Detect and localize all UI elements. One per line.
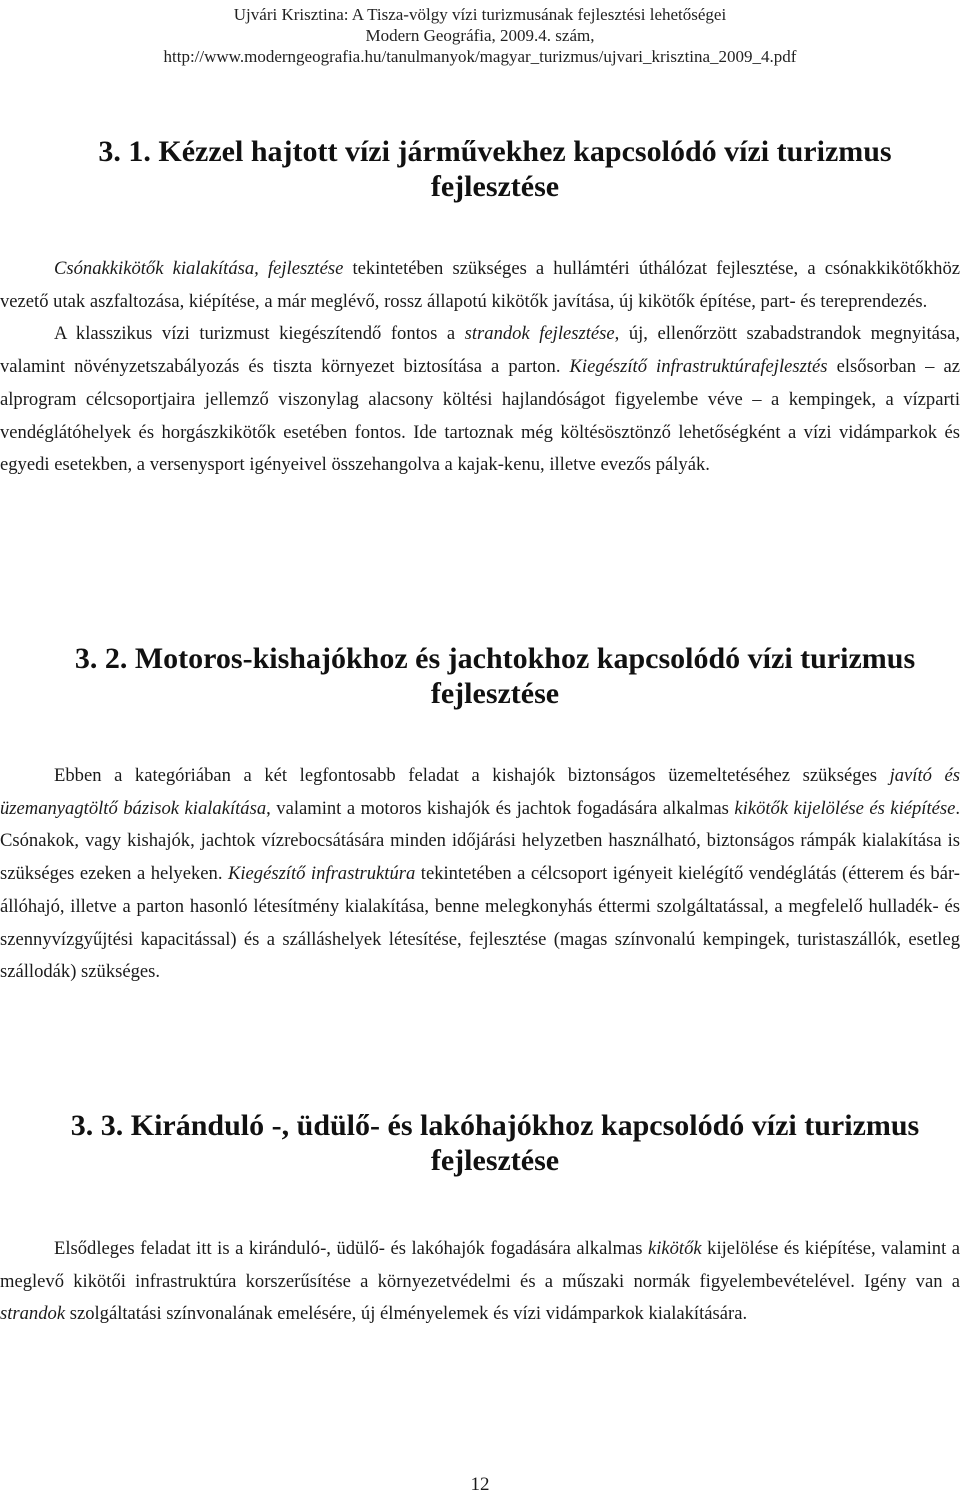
paragraph — [0, 1233, 960, 1331]
heading-text: fejlesztése — [430, 677, 560, 710]
section-body-3-3 — [0, 1233, 960, 1331]
text-run: Elsődleges feladat itt is a kiránduló-, üdülő- és lakóhajók fogadására alkalmas — [54, 1238, 648, 1259]
heading-text: fejlesztése — [430, 170, 560, 203]
text-run: , valamint a motoros kishajók és jachtok fogadására alkalmas — [266, 797, 735, 819]
header-url: http://www.moderngeografia.hu/tanulmanyok/magyar_turizmus/ujvari_krisztina_2009_4.pdf — [163, 47, 797, 66]
emphasized-text: kikötők kijelölése és kiépítése — [734, 797, 956, 819]
text-run: Ebben a kategóriában a két legfontosabb feladat a kishajók biztonságos üzemeltetéséhez szükséges — [54, 765, 890, 786]
text-run: . Csónakok, vagy kishajók, jachtok vízrebocsátására minden időjárási helyzetben használható, biztonságos rámpák kialakítása is szükséges ezeken a helyeken. — [0, 797, 960, 885]
text-run: , új, ellenőrzött szabadstrandok megnyitása, valamint növényzetszabályozás és tiszta környezet biztosítása a parton. — [0, 323, 960, 378]
emphasized-text: Kiegészítő infrastruktúra — [227, 863, 416, 885]
text-run: kijelölése és kiépítése, valamint a meglevő kikötői infrastruktúra korszerűsítése a környezetvédelmi és a műszaki normák figyelembevételével. Igény van a — [0, 1238, 960, 1292]
page-header — [0, 0, 960, 67]
header-journal: Modern Geográfia, 2009.4. szám, — [365, 26, 595, 45]
paragraph — [0, 253, 960, 318]
emphasized-text: javító és üzemanyagtöltő bázisok kialakítása — [0, 765, 960, 819]
text-run: tekintetében szükséges a hullámtéri úthálózat fejlesztése, a csónakkikötőkhöz vezető utak aszfaltozása, kiépítése, a már meglévő, rossz állapotú kikötők javítása, új kikötők építése, part- és tereprendezés. — [0, 258, 960, 312]
section-heading-3-1 — [40, 134, 950, 204]
page-number: 12 — [470, 1474, 490, 1495]
heading-text: fejlesztése — [430, 1144, 560, 1177]
section-body-3-1 — [0, 253, 960, 482]
text-run: A klasszikus vízi turizmust kiegészítendő fontos a — [54, 323, 465, 345]
section-body-3-2 — [0, 760, 960, 989]
heading-text: 3. 1. Kézzel hajtott vízi járművekhez kapcsolódó vízi turizmus — [98, 135, 892, 168]
text-run: tekintetében a célcsoport igényeit kielégítő vendéglátás (étterem és bár-állóhajó, illetve a parton hasonló létesítmény kialakítása, benne melegkonyhás éttermi szolgáltatással, a megfelelő hulladék- és szennyvízgyűjtési kapacitással) és a szálláshelyek létesítése, fejlesztése (magas színvonalú kempingek, turistaszállók, esetleg szállodák) szükséges. — [0, 863, 960, 983]
heading-text: 3. 2. Motoros-kishajókhoz és jachtokhoz kapcsolódó vízi turizmus — [74, 642, 916, 675]
paragraph — [0, 760, 960, 989]
emphasized-text: Csónakkikötők kialakítása, fejlesztése — [54, 258, 344, 279]
paragraph — [0, 318, 960, 482]
emphasized-text: strandok fejlesztése — [464, 323, 615, 345]
emphasized-text: Kiegészítő infrastruktúrafejlesztés — [569, 356, 828, 378]
text-run: szolgáltatási színvonalának emelésére, új élményelemek és vízi vidámparkok kialakítására. — [65, 1303, 748, 1325]
header-citation: Ujvári Krisztina: A Tisza-völgy vízi turizmusának fejlesztési lehetőségei — [233, 5, 727, 24]
emphasized-text: kikötők — [647, 1238, 702, 1259]
section-heading-3-2 — [40, 641, 950, 711]
text-run: elsősorban – az alprogram célcsoportjaira jellemző viszonylag alacsony költési hajlandóságot figyelembe véve – a kempingek, a vízparti vendéglátóhelyek és horgászkikötők esetében fontos. Ide tartoznak még költésösztönző lehetőségként a vízi vidámparkok és egyedi esetekben, a versenysport igényeivel összehangolva a kajak-kenu, illetve evezős pályák. — [0, 356, 960, 476]
heading-text: 3. 3. Kiránduló -, üdülő- és lakóhajókhoz kapcsolódó vízi turizmus — [70, 1109, 920, 1142]
emphasized-text: strandok — [0, 1303, 66, 1325]
section-heading-3-3 — [40, 1108, 950, 1178]
